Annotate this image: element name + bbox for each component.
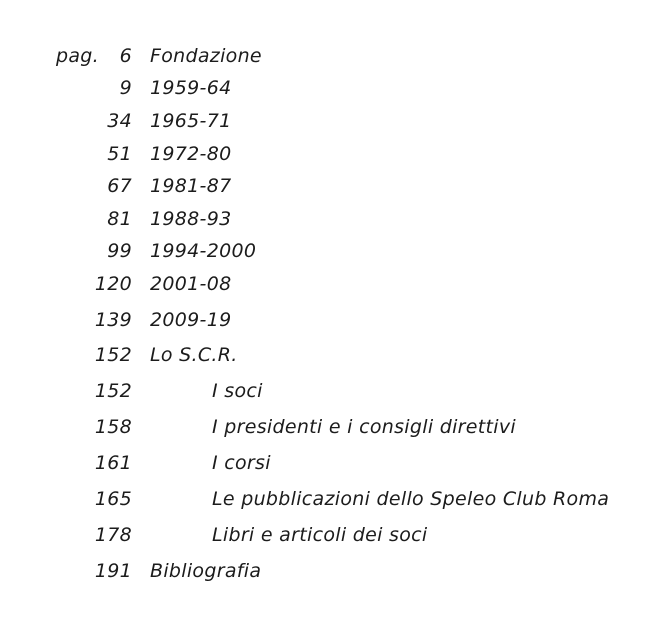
entry-title: 1988-93 bbox=[150, 208, 232, 230]
page-number: 139 bbox=[94, 309, 132, 331]
page-number: 178 bbox=[94, 524, 132, 546]
entry-title: I corsi bbox=[212, 452, 271, 474]
entry-title: I presidenti e i consigli direttivi bbox=[212, 416, 516, 438]
toc-subentry-pubblicazioni bbox=[0, 485, 660, 513]
entry-title: 1965-71 bbox=[150, 110, 232, 132]
toc-entry-1959-64 bbox=[0, 74, 660, 102]
page-number: 9 bbox=[119, 77, 132, 99]
page-prefix: pag. bbox=[56, 45, 100, 67]
toc-entry-1988-93 bbox=[0, 205, 660, 233]
page-number: 158 bbox=[94, 416, 132, 438]
entry-title: Bibliografia bbox=[150, 560, 262, 582]
entry-title: Libri e articoli dei soci bbox=[212, 524, 428, 546]
toc-entry-fondazione bbox=[0, 42, 660, 70]
toc-subentry-i-soci bbox=[0, 377, 660, 405]
entry-title: Lo S.C.R. bbox=[150, 344, 238, 366]
toc-entry-2009-19 bbox=[0, 306, 660, 334]
entry-title: 2009-19 bbox=[150, 309, 232, 331]
toc-subentry-libri-articoli bbox=[0, 521, 660, 549]
entry-title: 1972-80 bbox=[150, 143, 232, 165]
toc-entry-1981-87 bbox=[0, 172, 660, 200]
toc-entry-bibliografia bbox=[0, 557, 660, 585]
entry-title: 2001-08 bbox=[150, 273, 232, 295]
page-number: 165 bbox=[94, 488, 132, 510]
entry-title: Fondazione bbox=[150, 45, 262, 67]
page-number: 51 bbox=[107, 143, 132, 165]
page-number: 99 bbox=[107, 240, 132, 262]
page-number: 6 bbox=[119, 45, 132, 67]
toc-subentry-i-corsi bbox=[0, 449, 660, 477]
entry-title: Le pubblicazioni dello Speleo Club Roma bbox=[212, 488, 610, 510]
toc-entry-lo-scr bbox=[0, 341, 660, 369]
page-number: 67 bbox=[107, 175, 132, 197]
page-number: 81 bbox=[107, 208, 132, 230]
page-number: 120 bbox=[94, 273, 132, 295]
page-number: 191 bbox=[94, 560, 132, 582]
entry-title: 1994-2000 bbox=[150, 240, 257, 262]
toc-subentry-presidenti bbox=[0, 413, 660, 441]
toc-entry-1972-80 bbox=[0, 140, 660, 168]
entry-title: 1981-87 bbox=[150, 175, 232, 197]
entry-title: 1959-64 bbox=[150, 77, 232, 99]
page-number: 161 bbox=[94, 452, 132, 474]
page-number: 152 bbox=[94, 380, 132, 402]
page-number: 34 bbox=[107, 110, 132, 132]
entry-title: I soci bbox=[212, 380, 263, 402]
toc-entry-1965-71 bbox=[0, 107, 660, 135]
page-number: 152 bbox=[94, 344, 132, 366]
toc-entry-2001-08 bbox=[0, 270, 660, 298]
toc-entry-1994-2000 bbox=[0, 237, 660, 265]
